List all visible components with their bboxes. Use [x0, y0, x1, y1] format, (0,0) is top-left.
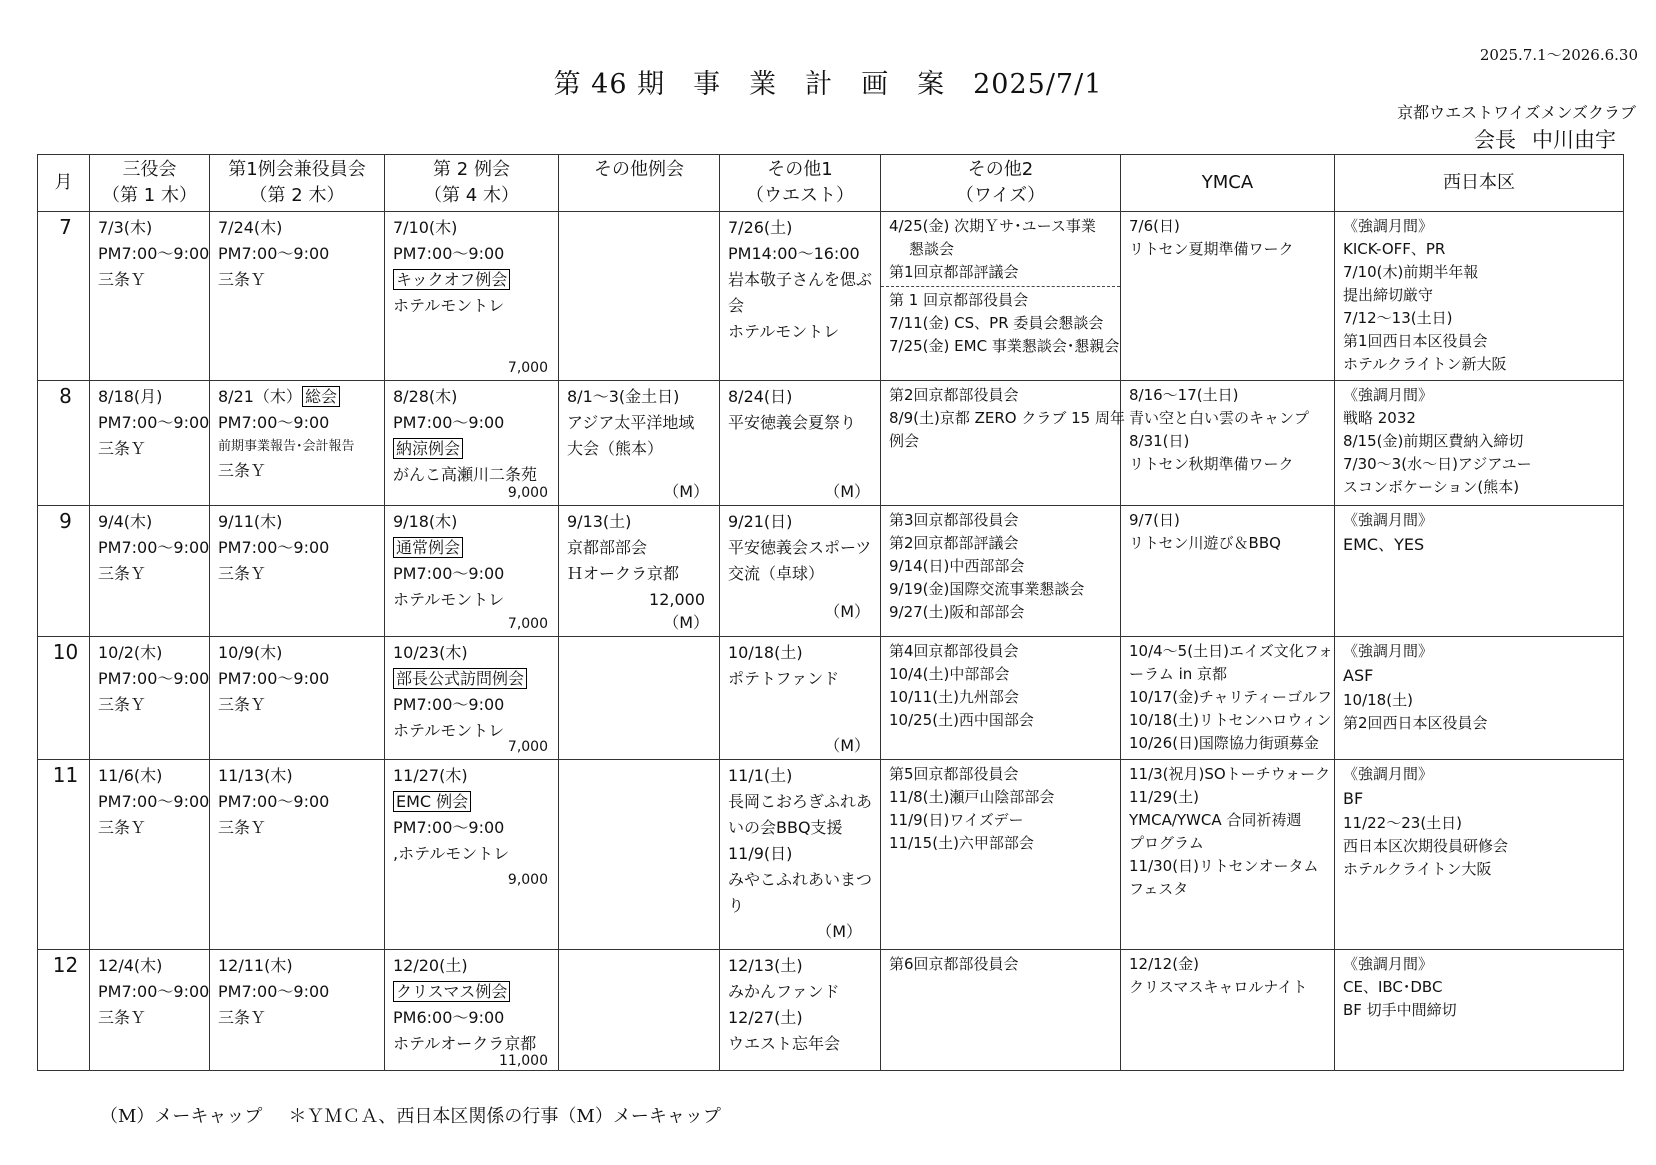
president-name: 中川由宇 — [1532, 128, 1616, 152]
col-sublabel: （第 4 木） — [424, 185, 519, 206]
cell-line: YMCA/YWCA 合同祈祷週 — [1129, 811, 1302, 829]
cell-line: 長岡こおろぎふれあいの会BBQ支援 — [728, 792, 873, 837]
cell-line: PM7:00〜9:00 — [218, 792, 330, 811]
cell-line: 《強調月間》 — [1343, 217, 1434, 235]
cell-line: 三条Ｙ — [98, 564, 147, 583]
cell-line: KICK-OFF、PR — [1343, 240, 1446, 258]
fee: 7,000 — [507, 739, 548, 755]
sanyakukai-cell — [90, 760, 210, 950]
cell-line: PM7:00〜9:00 — [98, 669, 210, 688]
cell-line: 第6回京都部役員会 — [889, 955, 1019, 973]
cell-line: 8/28(木) — [393, 387, 458, 406]
other1-cell — [720, 760, 881, 950]
cell-line: 青い空と白い雲のキャンプ — [1129, 409, 1310, 427]
cell-line: 戦略 2032 — [1343, 409, 1416, 427]
cell-line: 三条Ｙ — [98, 1008, 147, 1027]
cell-line: 10/2(木) — [98, 643, 163, 662]
other2-cell — [881, 950, 1121, 1071]
month-row-11 — [38, 760, 1624, 950]
cell-line: 西日本区次期役員研修会 — [1343, 837, 1509, 855]
cell-line: ホテルオークラ京都 — [393, 1034, 537, 1053]
makeup-mark: （M） — [663, 482, 709, 501]
cell-line: 11/9(日)ワイズデー — [889, 811, 1024, 829]
other2-cell — [881, 212, 1121, 381]
cell-line: 10/18(土) — [728, 643, 803, 662]
cell-line: PM7:00〜9:00 — [218, 413, 330, 432]
cell-line: 7/11(金) CS、PR 委員会懇談会 — [889, 314, 1104, 332]
month-cell: 11 — [38, 760, 90, 950]
cell-line: 10/9(木) — [218, 643, 283, 662]
cell-line: 10/11(土)九州部会 — [889, 688, 1019, 706]
cell-line: 三条Ｙ — [98, 439, 147, 458]
ymca-cell — [1121, 506, 1335, 637]
col-label: 第1例会兼役員会 — [228, 159, 366, 180]
ymca-cell — [1121, 637, 1335, 760]
cell-line: 8/31(日) — [1129, 432, 1190, 450]
cell-line: PM7:00〜9:00 — [393, 413, 505, 432]
ymca-cell — [1121, 381, 1335, 506]
month-cell: 8 — [38, 381, 90, 506]
cell-line: 例会 — [889, 432, 920, 450]
club-name: 京都ウエストワイズメンズクラブ — [1397, 103, 1636, 122]
fee: 7,000 — [507, 616, 548, 632]
cell-line: 10/26(日)国際協力街頭募金 — [1129, 734, 1319, 752]
header-row — [38, 155, 1624, 212]
col-label: 第 2 例会 — [433, 159, 510, 180]
president-title: 会長 — [1474, 128, 1516, 152]
cell-line: PM7:00〜9:00 — [218, 982, 330, 1001]
west-japan-cell — [1335, 381, 1624, 506]
cell-line: 9/7(日) — [1129, 511, 1180, 529]
cell-line: BF — [1343, 789, 1364, 808]
cell-line: 7/26(土) — [728, 218, 793, 237]
cell-line: 8/24(日) — [728, 387, 793, 406]
cell-line: ポテトファンド — [728, 669, 840, 688]
cell-line: PM7:00〜9:00 — [218, 538, 330, 557]
cell-line: 懇談会 — [909, 240, 955, 258]
cell-line: クリスマスキャロルナイト — [1129, 978, 1308, 996]
cell-line: PM7:00〜9:00 — [393, 695, 505, 714]
month-cell: 9 — [38, 506, 90, 637]
col-label: その他2 — [967, 159, 1034, 180]
other1-cell — [720, 212, 881, 381]
other1-cell — [720, 381, 881, 506]
cell-line: 第 1 回京都部役員会 — [889, 291, 1029, 309]
col-first-meeting — [210, 155, 385, 212]
cell-line: 10/25(土)西中国部会 — [889, 711, 1034, 729]
cell-line: 11/8(土)瀬戸山陰部部会 — [889, 788, 1055, 806]
cell-line: ホテルモントレ — [393, 296, 505, 315]
ymca-cell — [1121, 760, 1335, 950]
cell-line: EMC、YES — [1343, 535, 1425, 554]
cell-line: 9/13(土) — [567, 512, 632, 531]
makeup-mark: （M） — [816, 922, 862, 941]
west-japan-cell — [1335, 212, 1624, 381]
cell-line: 8/15(金)前期区費納入締切 — [1343, 432, 1524, 450]
other-meetings-cell — [559, 381, 720, 506]
meeting-name — [393, 666, 554, 692]
other-meetings-cell — [559, 506, 720, 637]
month-row-8 — [38, 381, 1624, 506]
meeting-name — [393, 436, 554, 462]
cell-line: 三条Ｙ — [218, 461, 267, 480]
cell-line: 12/13(土) — [728, 956, 803, 975]
other-meetings-cell — [559, 637, 720, 760]
cell-line: 11/30(日)リトセンオータムフェスタ — [1129, 857, 1319, 898]
col-west-japan: 西日本区 — [1335, 155, 1624, 212]
cell-line: PM7:00〜9:00 — [218, 669, 330, 688]
page-title: 第 46 期 事 業 計 画 案 2025/7/1 — [553, 69, 1103, 100]
cell-line: みやこふれあいまつり — [728, 870, 873, 915]
makeup-mark: （M） — [824, 736, 870, 755]
cell-line: 第1回京都部評議会 — [889, 263, 1019, 281]
cell-line: PM7:00〜9:00 — [393, 818, 505, 837]
president — [1458, 124, 1616, 154]
col-month: 月 — [38, 155, 90, 212]
second-meeting-cell — [385, 637, 559, 760]
cell-line: 12/20(土) — [393, 956, 468, 975]
fee: 12,000 — [649, 590, 705, 609]
cell-line: BF 切手中間締切 — [1343, 1001, 1457, 1019]
fee: 9,000 — [507, 485, 548, 501]
meeting-name — [393, 789, 554, 815]
cell-line: 7/10(木)前期半年報 — [1343, 263, 1479, 281]
cell-line: 第5回京都部役員会 — [889, 765, 1019, 783]
west-japan-cell — [1335, 760, 1624, 950]
dashed-divider — [881, 286, 1120, 287]
cell-line: 前期事業報告･会計報告 — [218, 439, 355, 454]
first-meeting-cell — [210, 950, 385, 1071]
west-japan-cell — [1335, 950, 1624, 1071]
cell-line: 平安徳義会夏祭り — [728, 413, 857, 432]
cell-line: 《強調月間》 — [1343, 642, 1434, 660]
cell-line: 7/25(金) EMC 事業懇談会･懇親会 — [889, 337, 1120, 355]
other1-cell — [720, 950, 881, 1071]
sanyakukai-cell — [90, 950, 210, 1071]
cell-line: 三条Ｙ — [218, 818, 267, 837]
col-second-meeting — [385, 155, 559, 212]
cell-line: 7/3(木) — [98, 218, 153, 237]
cell-line: 第1回西日本区役員会 — [1343, 332, 1488, 350]
cell-line: 9/18(木) — [393, 512, 458, 531]
col-sublabel: （ウエスト） — [746, 185, 854, 206]
first-meeting-cell — [210, 637, 385, 760]
cell-line: 提出締切厳守 — [1343, 286, 1434, 304]
cell-line: 9/19(金)国際交流事業懇談会 — [889, 580, 1085, 598]
cell-line: 12/27(土) — [728, 1008, 803, 1027]
makeup-mark: （M） — [824, 482, 870, 501]
month-row-10 — [38, 637, 1624, 760]
cell-line: 7/10(木) — [393, 218, 458, 237]
cell-line: 三条Ｙ — [218, 564, 267, 583]
cell-line: 10/23(木) — [393, 643, 468, 662]
cell-line: Ｈオークラ京都 — [567, 564, 680, 583]
cell-line: 11/9(日) — [728, 844, 793, 863]
west-japan-cell — [1335, 506, 1624, 637]
plan-period: 2025.7.1〜2026.6.30 — [1479, 46, 1638, 64]
fee: 7,000 — [507, 360, 548, 376]
cell-line: 三条Ｙ — [98, 818, 147, 837]
meeting-name-box: クリスマス例会 — [393, 981, 510, 1002]
month-cell: 12 — [38, 950, 90, 1071]
cell-line: 7/30〜3(水〜日)アジアユー — [1343, 455, 1532, 473]
other1-cell — [720, 637, 881, 760]
col-sublabel: （ワイズ） — [955, 185, 1046, 206]
col-label: その他1 — [767, 159, 833, 180]
general-meeting-box: 総会 — [302, 386, 340, 407]
cell-line: スコンボケーション(熊本) — [1343, 478, 1520, 496]
cell-line: 11/15(土)六甲部部会 — [889, 834, 1034, 852]
cell-line: ホテルクライトン大阪 — [1343, 860, 1492, 878]
cell-line: 11/6(木) — [98, 766, 163, 785]
col-other-meetings: その他例会 — [559, 155, 720, 212]
cell-line: ーラム in 京都 — [1129, 665, 1228, 683]
cell-line: 第3回京都部役員会 — [889, 511, 1019, 529]
other-meetings-cell — [559, 212, 720, 381]
date: 8/21（木） — [218, 387, 302, 406]
cell-line: 7/24(木) — [218, 218, 283, 237]
cell-line: 三条Ｙ — [98, 695, 147, 714]
cell-line: 11/22〜23(土日) — [1343, 814, 1463, 832]
col-sublabel: （第 1 木） — [102, 185, 197, 206]
meeting-name-box: 部長公式訪問例会 — [393, 668, 527, 689]
month-row-9 — [38, 506, 1624, 637]
month-cell: 7 — [38, 212, 90, 381]
col-ymca: YMCA — [1121, 155, 1335, 212]
cell-line: 7/6(日) — [1129, 217, 1180, 235]
cell-line: プログラム — [1129, 834, 1204, 852]
cell-line: 11/13(木) — [218, 766, 293, 785]
ymca-cell — [1121, 212, 1335, 381]
cell-line: 三条Ｙ — [98, 270, 147, 289]
cell-line: 7/12〜13(土日) — [1343, 309, 1453, 327]
second-meeting-cell — [385, 950, 559, 1071]
cell-line: 京都部部会 — [567, 538, 648, 557]
cell-line: 第2回京都部評議会 — [889, 534, 1019, 552]
cell-line: ホテルモントレ — [393, 721, 505, 740]
col-other2 — [881, 155, 1121, 212]
cell-line: 第2回西日本区役員会 — [1343, 714, 1488, 732]
cell-line: 《強調月間》 — [1343, 955, 1434, 973]
cell-line: PM7:00〜9:00 — [393, 564, 505, 583]
month-row-12 — [38, 950, 1624, 1071]
plan-table — [37, 154, 1624, 1071]
cell-line: みかんファンド — [728, 982, 840, 1001]
cell-line: 10/18(土)リトセンハロウィン — [1129, 711, 1332, 729]
meeting-name-box: キックオフ例会 — [393, 269, 510, 290]
cell-line: ホテルモントレ — [393, 590, 505, 609]
first-meeting-cell — [210, 506, 385, 637]
cell-line: 第4回京都部役員会 — [889, 642, 1019, 660]
other1-cell — [720, 506, 881, 637]
cell-line: リトセン夏期準備ワーク — [1129, 240, 1294, 258]
meeting-name — [393, 979, 554, 1005]
meeting-name — [393, 535, 554, 561]
cell-line: 三条Ｙ — [218, 695, 267, 714]
cell-line: PM7:00〜9:00 — [98, 538, 210, 557]
col-sublabel: （第 2 木） — [249, 185, 345, 206]
cell-line: PM7:00〜9:00 — [218, 244, 330, 263]
footnote — [100, 1102, 721, 1128]
makeup-mark: （M） — [663, 613, 709, 632]
other2-cell — [881, 381, 1125, 506]
other2-cell — [881, 637, 1121, 760]
cell-line: PM7:00〜9:00 — [98, 244, 210, 263]
sanyakukai-cell — [90, 506, 210, 637]
cell-line: 9/4(木) — [98, 512, 153, 531]
second-meeting-cell — [385, 381, 559, 506]
cell-line: 9/14(日)中西部部会 — [889, 557, 1025, 575]
meeting-name-box: 通常例会 — [393, 537, 463, 558]
fee: 11,000 — [499, 1053, 548, 1069]
meeting-name — [393, 267, 554, 293]
cell-line: 10/18(土) — [1343, 691, 1413, 709]
cell-line: 第2回京都部役員会 — [889, 386, 1019, 404]
sanyakukai-cell — [90, 381, 210, 506]
meeting-name-box: EMC 例会 — [393, 791, 471, 812]
cell-line: 11/1(土) — [728, 766, 793, 785]
footnote-ymca: ＊ＹＭＣＡ、西日本区関係の行事（M）メーキャップ — [288, 1106, 721, 1127]
first-meeting-cell — [210, 381, 385, 506]
cell-line: PM7:00〜9:00 — [393, 244, 505, 263]
cell-line: 《強調月間》 — [1343, 511, 1434, 529]
cell-line: ホテルクライトン新大阪 — [1343, 355, 1507, 373]
cell-line: 平安徳義会スポーツ交流（卓球） — [728, 538, 872, 583]
cell-line: 《強調月間》 — [1343, 386, 1434, 404]
first-meeting-cell — [210, 212, 385, 381]
cell-line: 11/27(木) — [393, 766, 468, 785]
cell-line: アジア太平洋地域 — [567, 413, 695, 432]
month-row-7 — [38, 212, 1624, 381]
cell-line: 《強調月間》 — [1343, 765, 1434, 783]
cell-line: PM7:00〜9:00 — [98, 982, 210, 1001]
ymca-cell — [1121, 950, 1335, 1071]
cell-line: 9/27(土)阪和部部会 — [889, 603, 1025, 621]
fee: 9,000 — [507, 872, 548, 888]
cell-line: 9/11(木) — [218, 512, 283, 531]
other-meetings-cell — [559, 760, 720, 950]
col-other1 — [720, 155, 881, 212]
cell-line: がんこ高瀬川二条苑 — [393, 465, 538, 484]
cell-line: 10/17(金)チャリティーゴルフ — [1129, 688, 1332, 706]
cell-line: 9/21(日) — [728, 512, 793, 531]
sanyakukai-cell — [90, 637, 210, 760]
cell-line: 10/4〜5(土日)エイズ文化フォ — [1129, 642, 1334, 660]
cell-line: PM14:00〜16:00 — [728, 244, 860, 263]
other2-cell — [881, 506, 1121, 637]
other2-cell — [881, 760, 1121, 950]
cell-line: 11/29(土) — [1129, 788, 1199, 806]
cell-line: ウエスト忘年会 — [728, 1034, 841, 1053]
col-sanyakukai — [90, 155, 210, 212]
makeup-mark: （M） — [824, 602, 870, 621]
col-label: 三役会 — [122, 159, 177, 180]
cell-line: ,ホテルモントレ — [393, 844, 510, 863]
cell-line: 三条Ｙ — [218, 1008, 267, 1027]
cell-line: ホテルモントレ — [728, 322, 840, 341]
second-meeting-cell — [385, 760, 559, 950]
cell-line: PM7:00〜9:00 — [98, 413, 210, 432]
cell-line: リトセン秋期準備ワーク — [1129, 455, 1294, 473]
cell-line: 8/18(月) — [98, 387, 163, 406]
cell-line: 三条Ｙ — [218, 270, 267, 289]
cell-line: リトセン川遊び＆BBQ — [1129, 534, 1281, 552]
cell-line — [218, 384, 380, 410]
cell-line: 12/4(木) — [98, 956, 163, 975]
cell-line: 10/4(土)中部部会 — [889, 665, 1010, 683]
second-meeting-cell — [385, 212, 559, 381]
sanyakukai-cell — [90, 212, 210, 381]
cell-line: 大会（熊本） — [567, 439, 664, 458]
west-japan-cell — [1335, 637, 1624, 760]
cell-line: CE、IBC･DBC — [1343, 978, 1443, 996]
cell-line: 8/1〜3(金土日) — [567, 387, 680, 406]
cell-line: ASF — [1343, 666, 1374, 685]
footnote-makeup: （M）メーキャップ — [100, 1106, 263, 1127]
cell-line: 8/9(土)京都 ZERO クラブ 15 周年 — [889, 409, 1125, 427]
cell-line: 12/11(木) — [218, 956, 293, 975]
second-meeting-cell — [385, 506, 559, 637]
cell-line: 4/25(金) 次期Ｙサ･ユース事業 — [889, 217, 1096, 235]
cell-line: 岩本敬子さんを偲ぶ会 — [728, 270, 873, 315]
cell-line: PM7:00〜9:00 — [98, 792, 210, 811]
cell-line: 11/3(祝月)SOトーチウォーク — [1129, 765, 1331, 783]
cell-line: 12/12(金) — [1129, 955, 1199, 973]
other-meetings-cell — [559, 950, 720, 1071]
month-cell: 10 — [38, 637, 90, 760]
first-meeting-cell — [210, 760, 385, 950]
cell-line: 8/16〜17(土日) — [1129, 386, 1239, 404]
meeting-name-box: 納涼例会 — [393, 438, 463, 459]
cell-line: PM6:00〜9:00 — [393, 1008, 505, 1027]
